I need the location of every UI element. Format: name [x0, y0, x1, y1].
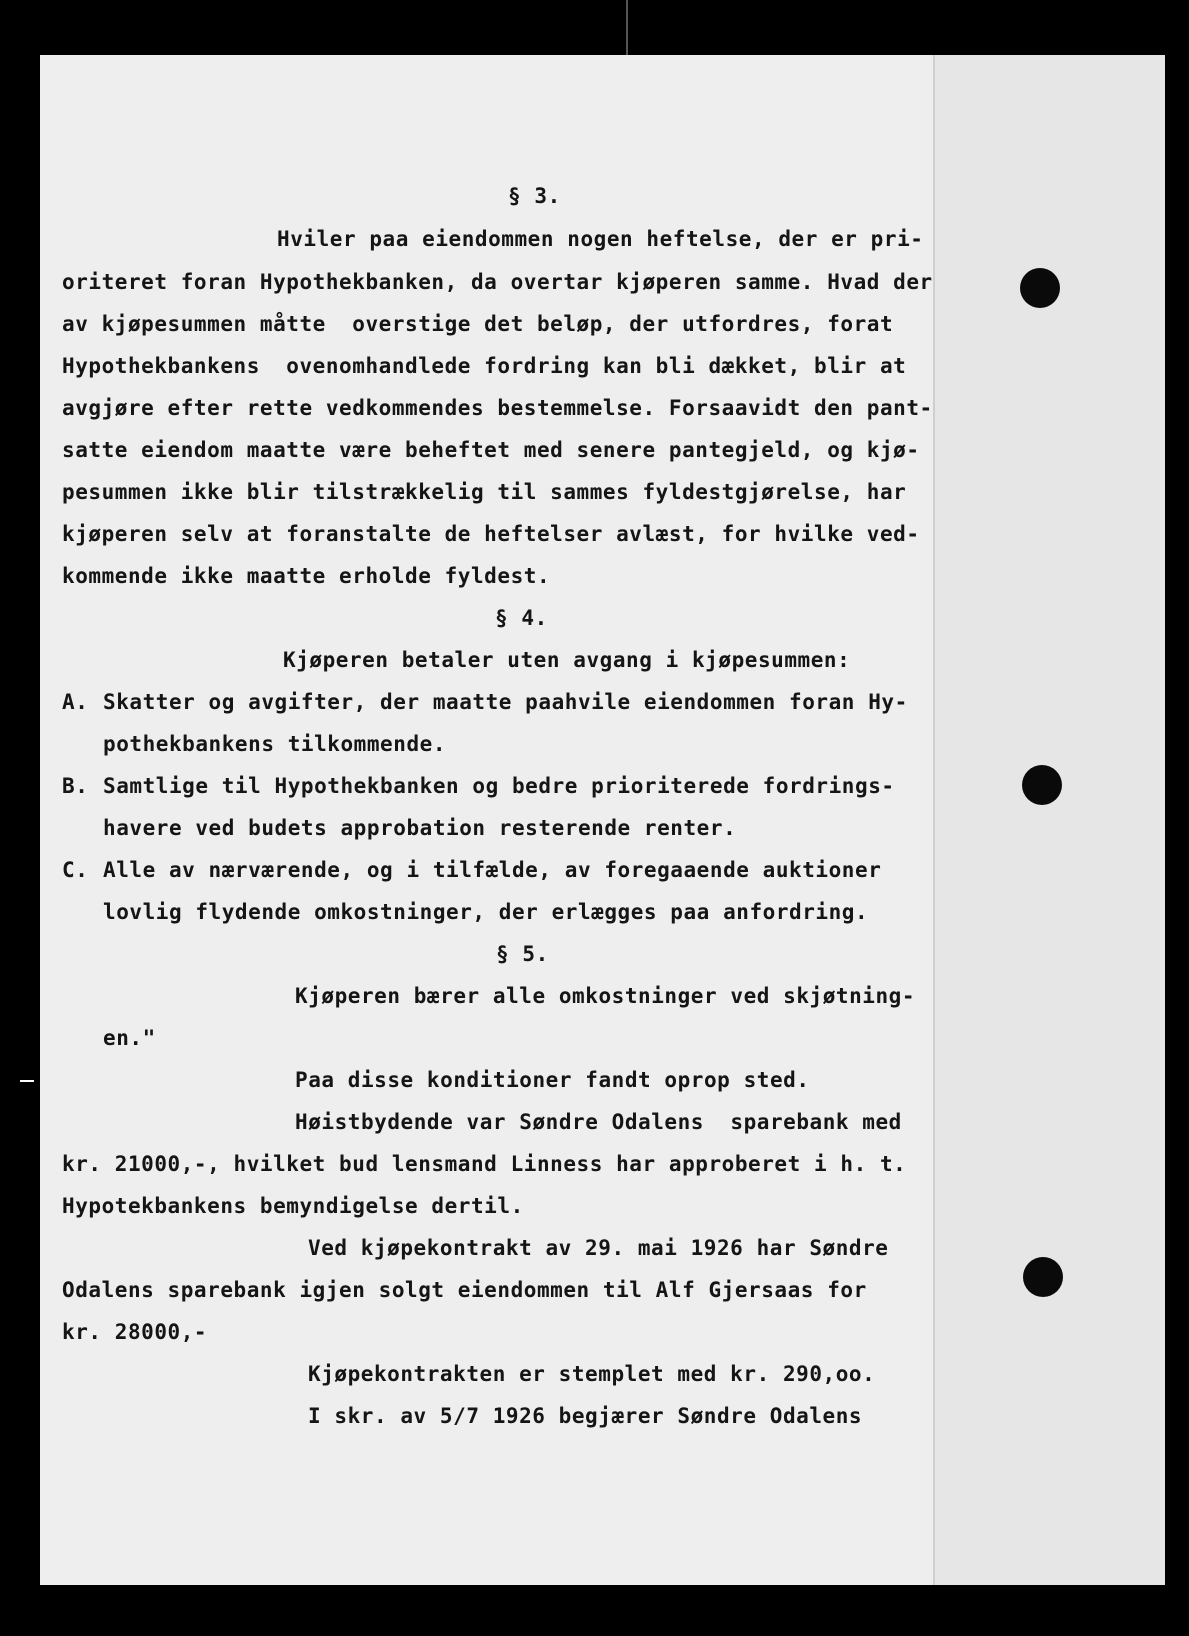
document-page	[40, 55, 1165, 1585]
item-line: Alle av nærværende, og i tilfælde, av foregaaende auktioner	[103, 858, 882, 882]
film-edge-mark	[626, 0, 628, 55]
closing-line: Paa disse konditioner fandt oprop sted.	[295, 1068, 810, 1092]
closing-line: Høistbydende var Søndre Odalens sparebank med	[295, 1110, 902, 1134]
section-3-line: kjøperen selv at foranstalte de heftelser avlæst, for hvilke ved-	[62, 522, 920, 546]
closing-line: kr. 21000,-, hvilket bud lensmand Linness har approberet i h. t.	[62, 1152, 907, 1176]
section-3-line: Hypothekbankens ovenomhandlede fordring kan bli dækket, blir at	[62, 354, 907, 378]
section-3-line: Hviler paa eiendommen nogen heftelse, der er pri-	[277, 227, 924, 251]
closing-line: Hypotekbankens bemyndigelse dertil.	[62, 1194, 524, 1218]
item-letter: A.	[62, 690, 89, 714]
punch-hole-bottom	[1023, 1257, 1063, 1297]
section-3-line: oriteret foran Hypothekbanken, da overtar kjøperen samme. Hvad der	[62, 270, 933, 294]
section-5-line: Kjøperen bærer alle omkostninger ved skjøtning-	[295, 984, 916, 1008]
margin-rule	[933, 55, 935, 1585]
section-3-line: kommende ikke maatte erholde fyldest.	[62, 564, 551, 588]
item-line: havere ved budets approbation resterende renter.	[103, 816, 737, 840]
film-tick-mark	[20, 1080, 34, 1082]
closing-line: I skr. av 5/7 1926 begjærer Søndre Odalens	[308, 1404, 863, 1428]
section-4-intro: Kjøperen betaler uten avgang i kjøpesummen:	[283, 648, 851, 672]
closing-line: Ved kjøpekontrakt av 29. mai 1926 har Søndre	[308, 1236, 889, 1260]
closing-line: Kjøpekontrakten er stemplet med kr. 290,oo.	[308, 1362, 876, 1386]
item-line: lovlig flydende omkostninger, der erlægges paa anfordring.	[103, 900, 869, 924]
item-line: pothekbankens tilkommende.	[103, 732, 447, 756]
punch-hole-top	[1020, 268, 1060, 308]
punch-hole-middle	[1022, 765, 1062, 805]
section-5-heading: § 5.	[496, 942, 549, 966]
section-4-heading: § 4.	[495, 606, 548, 630]
item-letter: B.	[62, 774, 89, 798]
item-letter: C.	[62, 858, 89, 882]
closing-line: kr. 28000,-	[62, 1320, 208, 1344]
section-3-line: av kjøpesummen måtte overstige det beløp, der utfordres, forat	[62, 312, 894, 336]
section-5-line: en."	[103, 1026, 156, 1050]
closing-line: Odalens sparebank igjen solgt eiendommen til Alf Gjersaas for	[62, 1278, 867, 1302]
section-3-line: avgjøre efter rette vedkommendes bestemmelse. Forsaavidt den pant-	[62, 396, 933, 420]
section-3-heading: § 3.	[508, 184, 561, 208]
section-3-line: satte eiendom maatte være beheftet med senere pantegjeld, og kjø-	[62, 438, 920, 462]
section-3-line: pesummen ikke blir tilstrækkelig til sammes fyldestgjørelse, har	[62, 480, 907, 504]
item-line: Skatter og avgifter, der maatte paahvile eiendommen foran Hy-	[103, 690, 908, 714]
item-line: Samtlige til Hypothekbanken og bedre prioriterede fordrings-	[103, 774, 895, 798]
